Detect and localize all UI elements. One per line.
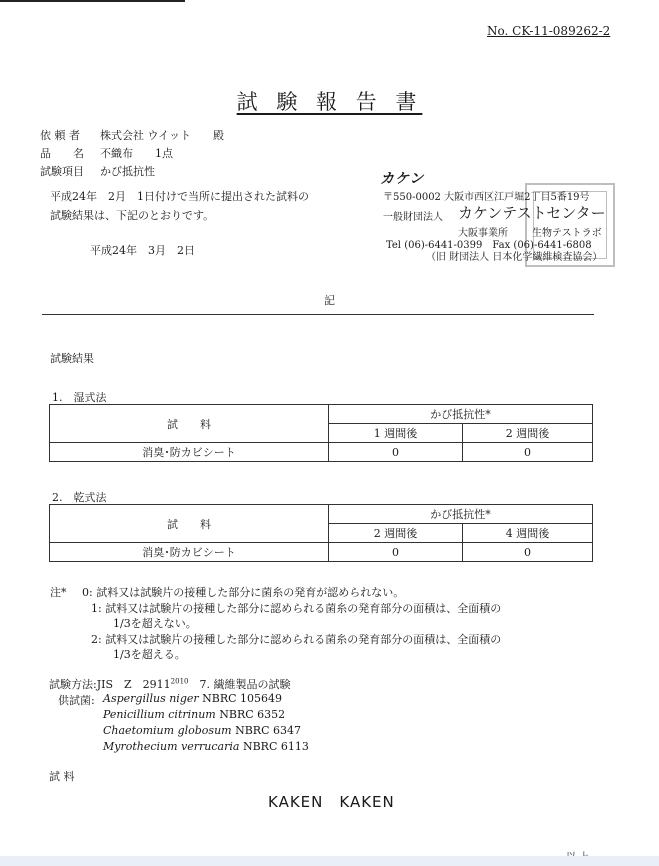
item-label: 品 名: [40, 147, 84, 160]
fungus-1-name: Aspergillus niger: [103, 692, 199, 705]
viewer-bottom-bar: [0, 856, 659, 866]
test-method-clause: 7. 繊維製品の試験: [188, 678, 291, 691]
ki-mark: 記: [324, 294, 335, 307]
fungus-4: [103, 740, 309, 753]
results-heading: 試験結果: [50, 352, 94, 365]
client-line: [40, 127, 224, 143]
note-1-line-2: 1/3を超えない。: [113, 617, 197, 630]
note-0: 0: 試料又は試験片の接種した部分に菌糸の発育が認められない。: [82, 586, 405, 599]
fungus-4-name: Myrothecium verrucaria: [103, 740, 240, 753]
issuer-logo: カケン: [380, 171, 425, 187]
method1-heading: 1. 湿式法: [52, 391, 107, 404]
method1-row-name: 消臭･防カビシート: [50, 443, 329, 462]
method2-val-a: 0: [329, 543, 463, 562]
issuer-lab: 生物テストラボ: [532, 228, 602, 239]
sample-print-text: KAKEN KAKEN: [268, 793, 395, 811]
fungus-2-name: Penicillium citrinum: [103, 708, 216, 721]
report-date: 平成24年 3月 2日: [90, 244, 195, 257]
test-method-label: 試験方法:: [49, 678, 97, 691]
method2-col-b: 4 週間後: [463, 524, 593, 543]
top-rule: [0, 0, 185, 2]
intro-line-1: 平成24年 2月 1日付けで当所に提出された試料の: [50, 190, 309, 203]
test-method-line: [49, 676, 290, 692]
fungi-label: 供試菌:: [58, 694, 95, 707]
note-1-line-1: 1: 試料又は試験片の接種した部分に認められる菌糸の発育部分の面積は、全面積の: [91, 602, 502, 615]
intro-line-2: 試験結果は、下記のとおりです。: [50, 209, 215, 222]
method2-sample-header: 試 料: [50, 505, 329, 543]
section-rule: [42, 314, 594, 315]
document-number: No. CK-11-089262-2: [487, 24, 611, 38]
test-item-value: かび抵抗性: [100, 165, 155, 178]
method1-sample-header: 試 料: [50, 405, 329, 443]
fungus-3-code: NBRC 6347: [231, 724, 301, 737]
test-method-year: 2010: [170, 677, 189, 686]
test-method-standard: JIS Z 2911: [96, 678, 171, 691]
method1-col-a: 1 週間後: [329, 424, 463, 443]
method2-table: [49, 504, 593, 562]
fungus-2-code: NBRC 6352: [215, 708, 286, 721]
method2-val-b: 0: [463, 543, 593, 562]
issuer-office: 大阪事業所: [458, 228, 508, 239]
fungus-3-name: Chaetomium globosum: [103, 724, 232, 737]
title-text: 試 験 報 告 書: [236, 90, 423, 114]
issuer-name: カケンテストセンター: [458, 204, 606, 222]
test-item-label: 試験項目: [40, 165, 84, 178]
item-value: 不織布 1点: [100, 147, 173, 160]
issuer-former-name: （旧 財団法人 日本化学繊維検査協会）: [426, 252, 603, 263]
issuer-address: 〒550-0002 大阪市西区江戸堀2丁目5番19号: [383, 192, 590, 203]
method2-heading: 2. 乾式法: [52, 491, 107, 504]
method1-group-header: かび抵抗性*: [329, 405, 593, 424]
sample-label: 試 料: [49, 770, 75, 783]
method1-col-b: 2 週間後: [463, 424, 593, 443]
test-item-line: [40, 163, 155, 179]
method2-row-name: 消臭･防カビシート: [50, 543, 329, 562]
fungus-3: [103, 724, 301, 737]
notes-mark: 注*: [50, 586, 67, 599]
fungus-4-code: NBRC 6113: [239, 740, 309, 753]
fungus-2: [103, 708, 285, 721]
client-label: 依 頼 者: [40, 129, 80, 142]
note-2-line-2: 1/3を超える。: [113, 648, 186, 661]
item-line: [40, 145, 173, 161]
fungus-1: [103, 692, 282, 705]
method2-col-a: 2 週間後: [329, 524, 463, 543]
issuer-tel-fax: Tel (06)-6441-0399 Fax (06)-6441-6808: [386, 240, 592, 251]
issuer-corp-type: 一般財団法人: [383, 212, 443, 223]
note-2-line-1: 2: 試料又は試験片の接種した部分に認められる菌糸の発育部分の面積は、全面積の: [91, 633, 502, 646]
method1-table: [49, 404, 593, 462]
method1-val-b: 0: [463, 443, 593, 462]
method2-group-header: かび抵抗性*: [329, 505, 593, 524]
client-value: 株式会社 ウイット 殿: [100, 129, 224, 142]
method1-val-a: 0: [329, 443, 463, 462]
document-title: [0, 86, 659, 116]
fungus-1-code: NBRC 105649: [198, 692, 283, 705]
